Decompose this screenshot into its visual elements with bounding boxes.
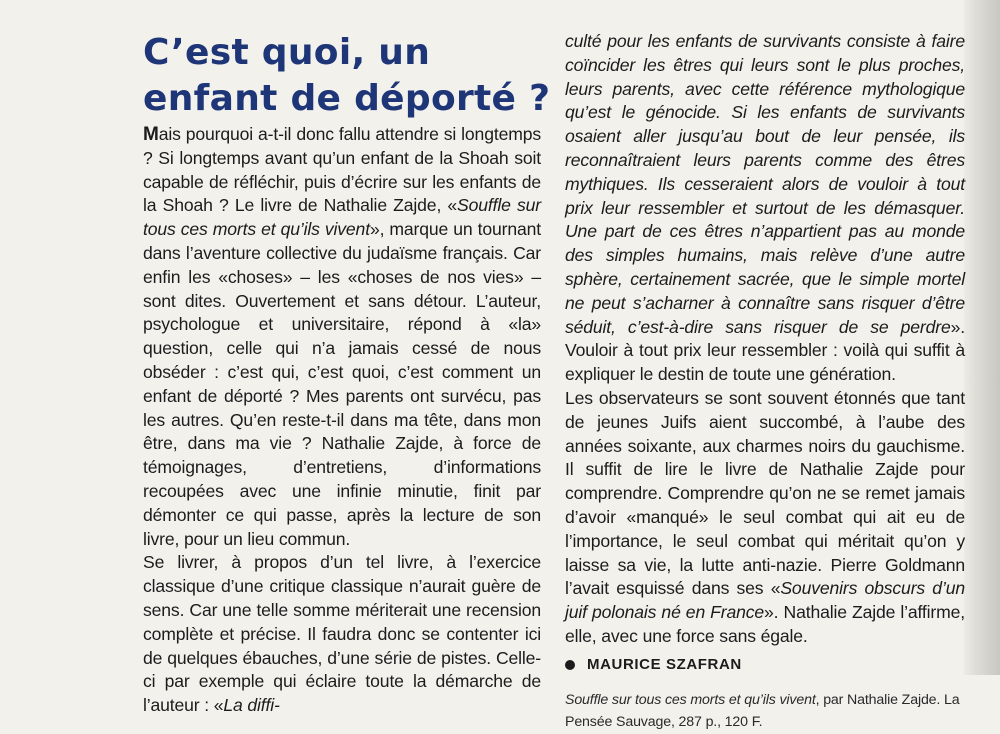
- book-credit: [565, 689, 965, 734]
- page-edge-shadow: [964, 0, 1000, 675]
- left-p2-text-a: Se livrer, à propos d’un tel livre, à l’exercice classique d’une critique classique n’aurait guère de sens. Car une telle somme mériterait une recension complète et précise. Il faudra donc se contenter ici de quelques ébauches, d’une série de pistes. Celle-ci par exemple qui éclaire toute la démarche de l’auteur : «: [143, 552, 541, 716]
- quote-continuation: culté pour les enfants de survivants consiste à faire coïncider les êtres qui leurs sont le plus proches, leurs parents, avec cette référence mythologique qu’est le génocide. Si les enfants de survivants osaient aller jusqu’au bout de leur pensée, ils reconnaîtraient leurs parents comme des êtres mythiques. Ils cesseraient alors de vouloir à tout prix leur ressembler et surtout de les démasquer. Une part de ces êtres n’appartient pas au monde des simples humains, mais relève d’une autre sphère, certainement sacrée, que le simple mortel ne peut s’acharner à connaître sans risquer d’être séduit, c’est-à-dire sans risquer de se perdre: [565, 31, 965, 337]
- left-p1-text-b: », marque un tournant dans l’aventure collective du judaïsme français. Car enfin les «choses» – les «choses de nos vies» – sont dites. Ouvertement et sans détour. L’auteur, psychologue et universitaire, répond à «la» question, celle qui n’a jamais cessé de nous obséder : c’est qui, c’est quoi, c’est comment un enfant de déporté ? Mes parents ont survécu, pas les autres. Qu’en reste-t-il dans ma tête, dans mon être, dans ma vie ? Nathalie Zajde, à force de témoignages, d’entretiens, d’informations recoupées avec une infinie minutie, finit par démonter ce qui passe, après la lecture de son livre, pour un lieu commun.: [143, 219, 541, 549]
- credit-book-title: Souffle sur tous ces morts et qu’ils vivent: [565, 691, 816, 708]
- author-byline: [565, 653, 965, 677]
- drop-cap: M: [143, 124, 159, 145]
- left-column: [143, 123, 541, 718]
- right-p2-text-a: Les observateurs se sont souvent étonnés que tant de jeunes Juifs aient succombé, à l’aube des années soixante, aux charmes noirs du gauchisme. Il suffit de lire le livre de Nathalie Zajde pour comprendre. Comprendre qu’on ne se remet jamais d’avoir «manqué» le seul combat qui ait eu de l’importance, le seul combat qui méritait qu’on y laisse sa vie, la lutte anti-nazie. Pierre Goldmann l’avait esquissé dans ses «: [565, 387, 965, 599]
- quote-start: La diffi-: [223, 695, 280, 716]
- left-paragraph-1: [143, 123, 541, 551]
- bullet-icon: [565, 660, 575, 670]
- credit-details: , par Nathalie Zajde. La Pensée Sauvage, 287 p., 120 F.: [565, 691, 960, 731]
- right-column: [565, 30, 965, 734]
- book-title-inline: Souffle sur tous ces morts et qu’ils vivent: [143, 195, 541, 240]
- left-paragraph-2: [143, 551, 541, 718]
- right-paragraph-1: [565, 30, 965, 387]
- right-p2-text-b: ». Nathalie Zajde l’affirme, elle, avec une force sans égale.: [565, 602, 966, 646]
- left-p1-text-a: ais pourquoi a-t-il donc fallu attendre si longtemps ? Si longtemps avant qu’un enfant de la Shoah soit capable de réfléchir, puis d’écrire sur les enfants de la Shoah ? Le livre de Nathalie Zajde, «: [143, 124, 541, 216]
- souvenirs-title: Souvenirs obscurs d’un juif polonais né en France: [565, 578, 965, 623]
- right-paragraph-2: [565, 387, 965, 649]
- author-name: MAURICE SZAFRAN: [587, 655, 742, 673]
- right-p1-text-end: ». Vouloir à tout prix leur ressembler : voilà qui suffit à expliquer le destin de toute une génération.: [565, 316, 965, 385]
- article-title: C’est quoi, un enfant de déporté ?: [143, 32, 551, 119]
